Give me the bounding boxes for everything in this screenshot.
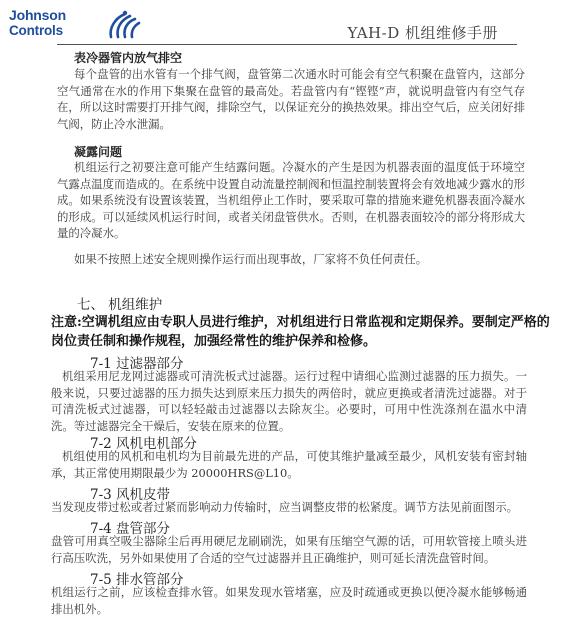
vent-heading: 表冷器管内放气排空: [74, 51, 183, 65]
dew-heading: 凝露问题: [74, 145, 123, 159]
vent-paragraph: 每个盘管的出水管有一个排气阀，盘管第二次通水时可能会有空气积聚在盘管内，这部分空气通常在水的作用下集聚在盘管的最高处。若盘管内有“铿铿”声，就说明盘管内有空气存在，所以这时需要打开排气阀，排除空气，以保证充分的换热效果。排出空气后，应关闭好排气阀，防止冷水泄漏。: [57, 67, 525, 131]
liability-note: 如果不按照上述安全规则操作运行而出现事故，厂家将不负任何责任。: [74, 252, 428, 266]
drain-paragraph: 机组运行之前，应该检查排水管。如果发现水管堵塞，应及时疏通或更换以便冷凝水能够畅通排出机外。: [51, 585, 527, 616]
maintenance-heading: 七、 机组维护: [77, 297, 163, 313]
document-title: YAH-D 机组维修手册: [347, 24, 498, 42]
dew-paragraph: 机组运行之初要注意可能产生结露问题。冷凝水的产生是因为机器表面的温度低于环境空气露点温度而造成的。在系统中设置自动流量控制阀和恒温控制装置将会有效地减少露水的形成。如果系统没有设置该装置，当机组停止工作时，要采取可靠的措施来避免机器表面冷凝水的形成。可以延续风机运行时间，或者关闭盘管供水。否则，在机器表面较冷的部分将形成大量的冷凝水。: [57, 160, 525, 241]
motor-paragraph: 机组使用的风机和电机均为目前最先进的产品，可使其维护量减至最少，风机安装有密封轴承，其正常使用期限最少为 20000HRS@L10。: [51, 449, 527, 480]
logo-line-controls: Controls: [9, 23, 63, 38]
drain-heading: 7-5 排水管部分: [90, 572, 184, 588]
filter-paragraph: 机组采用尼龙网过滤器或可清洗板式过滤器。运行过程中请细心监测过滤器的压力损失。一般来说，只要过滤器的压力损失达到原来压力损失的两倍时，就应更换或者清洗过滤器。对于可清洗板式过滤器，可以轻轻敲击过滤器以去除灰尘。必要时，可用中性洗涤剂在温水中清洗。等过滤器完全干燥后，安装在原来的位置。: [51, 369, 527, 433]
logo-wordmark: [9, 8, 66, 38]
belt-paragraph: 当发现皮带过松或者过紧而影响动力传输时，应当调整皮带的松紧度。调节方法见前面图示。: [51, 500, 519, 514]
belt-heading: 7-3 风机皮带: [90, 487, 171, 503]
filter-heading: 7-1 过滤器部分: [90, 356, 184, 372]
maintenance-warning: 注意:空调机组应由专职人员进行维护，对机组进行日常监视和定期保养。要制定严格的岗位责任制和操作规程，加强经常性的维护保养和检修。: [51, 315, 550, 349]
logo-line-johnson: Johnson: [9, 7, 66, 23]
header-rule: [57, 44, 517, 45]
coil-paragraph: 盘管可用真空吸尘器除尘后再用硬尼龙刷刷洗，如果有压缩空气源的话，可用软管接上喷头进行高压吹洗，另外如果使用了合适的空气过滤器并且正确维护，则可延长清洗盘管时间。: [51, 534, 527, 565]
logo-swirl-icon: [107, 10, 141, 40]
page-header: [0, 0, 578, 46]
coil-heading: 7-4 盘管部分: [90, 521, 171, 537]
motor-heading: 7-2 风机电机部分: [90, 436, 198, 452]
johnson-controls-logo: [9, 8, 149, 42]
